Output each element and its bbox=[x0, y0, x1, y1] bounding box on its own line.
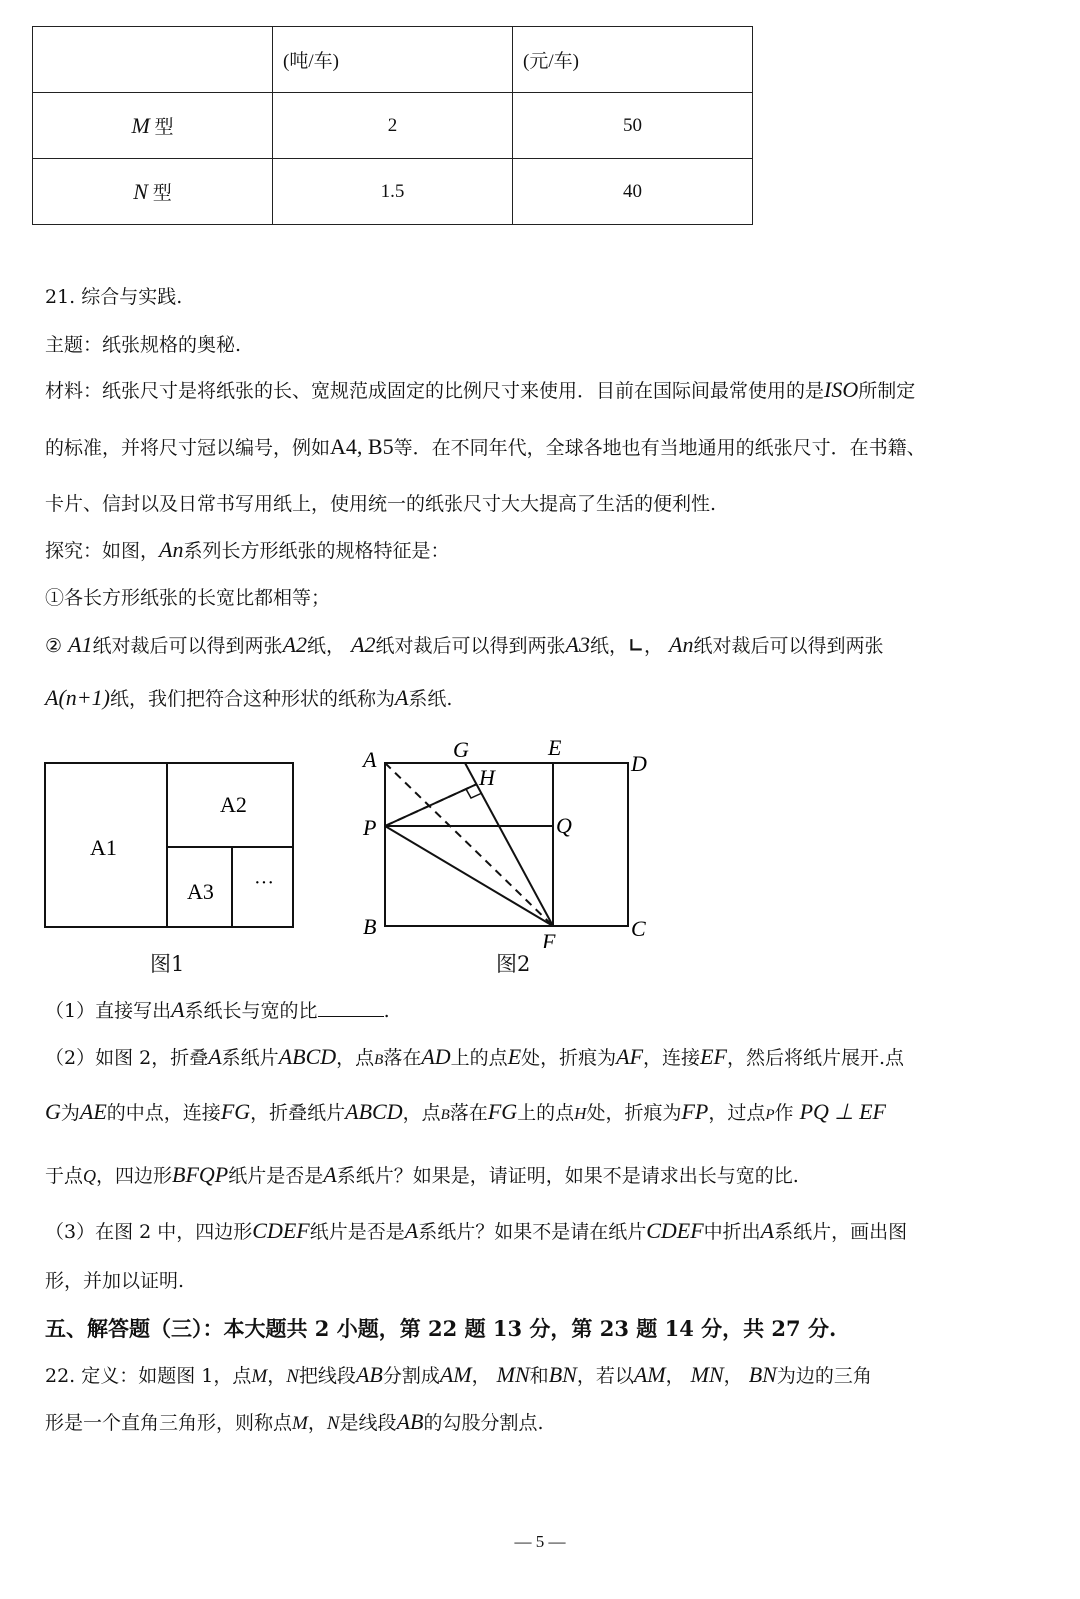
table-cell-cost: 50 bbox=[513, 93, 753, 159]
table-header-cell: (吨/车) bbox=[273, 27, 513, 93]
table-cell-capacity: 1.5 bbox=[273, 159, 513, 225]
answer-blank[interactable] bbox=[318, 998, 384, 1017]
q21-part2-line1: （2）如图 2，折叠A系纸片ABCD，点B落在AD上的点E处，折痕为AF，连接EF，然后将纸片展开.点 bbox=[45, 1044, 904, 1069]
fig1-label-dots: ··· bbox=[254, 872, 274, 894]
q21-material-line2: 的标准，并将尺寸冠以编号，例如A4, B5等．在不同年代，全球各地也有当地通用的纸张尺寸．在书籍、 bbox=[45, 434, 926, 459]
fig2-label-f: F bbox=[542, 929, 556, 948]
q21-feature3: A(n+1)纸，我们把符合这种形状的纸称为A系纸. bbox=[45, 685, 453, 710]
q22-line2: 形是一个直角三角形，则称点M，N是线段AB的勾股分割点. bbox=[45, 1409, 544, 1434]
fig2-label-p: P bbox=[363, 815, 377, 840]
figure-2 bbox=[355, 733, 665, 948]
table-cell-cost: 40 bbox=[513, 159, 753, 225]
fig1-label-a1: A1 bbox=[90, 835, 117, 860]
table-header-cell bbox=[33, 27, 273, 93]
q21-part2-line3: 于点Q，四边形BFQP纸片是否是A系纸片？如果是，请证明，如果不是请求出长与宽的比. bbox=[45, 1162, 799, 1187]
table-header-row bbox=[33, 27, 753, 93]
fig1-outer-rect bbox=[45, 763, 293, 927]
fig1-label-a3: A3 bbox=[187, 879, 214, 904]
fig2-label-g: G bbox=[453, 737, 469, 762]
fig2-line-pf bbox=[385, 826, 553, 926]
q21-part2-line2: G为AE的中点，连接FG，折叠纸片ABCD，点B落在FG上的点H处，折痕为FP，过点P作 PQ ⊥ EF bbox=[45, 1099, 886, 1124]
q21-part3-line2: 形，并加以证明. bbox=[45, 1270, 185, 1292]
page-number: — 5 — bbox=[514, 1532, 566, 1551]
fig2-caption: 图2 bbox=[496, 952, 531, 976]
fig2-label-b: B bbox=[363, 914, 377, 939]
fig1-caption: 图1 bbox=[150, 952, 185, 976]
fig2-label-h: H bbox=[479, 765, 495, 790]
fig2-label-c: C bbox=[631, 916, 646, 941]
fig1-label-a2: A2 bbox=[220, 792, 247, 817]
q21-explore: 探究：如图，An系列长方形纸张的规格特征是： bbox=[45, 537, 450, 562]
fig2-rect-abcd bbox=[385, 763, 628, 926]
q21-part1: （1）直接写出A系纸长与宽的比 . bbox=[45, 997, 390, 1022]
section-5-heading: 五、解答题（三）：本大题共 2 小题，第 22 题 13 分，第 23 题 14 分，共 27 分. bbox=[45, 1316, 837, 1341]
table-cell-type: M 型 bbox=[33, 93, 273, 159]
fig2-label-d: D bbox=[631, 751, 647, 776]
table-cell-type: N 型 bbox=[33, 159, 273, 225]
q21-material-line1: 材料：纸张尺寸是将纸张的长、宽规范成固定的比例尺寸来使用．目前在国际间最常使用的是ISO所制定 bbox=[45, 377, 916, 402]
q21-part3-line1: （3）在图 2 中，四边形CDEF纸片是否是A系纸片？如果不是请在纸片CDEF中折出A系纸片，画出图 bbox=[45, 1218, 908, 1243]
figure-1 bbox=[40, 755, 305, 935]
table-cell-capacity: 2 bbox=[273, 93, 513, 159]
table-header-cell: (元/车) bbox=[513, 27, 753, 93]
fig2-label-e: E bbox=[548, 735, 562, 760]
q21-title: 21. 综合与实践. bbox=[45, 286, 183, 308]
fig2-label-q: Q bbox=[556, 813, 572, 838]
table-row bbox=[33, 159, 753, 225]
q21-topic: 主题：纸张规格的奥秘. bbox=[45, 334, 242, 356]
q21-material-line3: 卡片、信封以及日常书写用纸上，使用统一的纸张尺寸大大提高了生活的便利性. bbox=[45, 493, 717, 515]
q21-feature1: ①各长方形纸张的长宽比都相等； bbox=[45, 587, 331, 609]
q21-feature2: ② A1纸对裁后可以得到两张A2纸， A2纸对裁后可以得到两张A3纸，∟， An纸对裁后可以得到两张 bbox=[45, 632, 884, 657]
q22-line1: 22. 定义：如题图 1，点M，N把线段AB分割成AM， MN和BN，若以AM， MN， BN为边的三角 bbox=[45, 1362, 872, 1387]
vehicle-table bbox=[32, 26, 753, 225]
fig2-label-a: A bbox=[363, 747, 377, 772]
table-row bbox=[33, 93, 753, 159]
